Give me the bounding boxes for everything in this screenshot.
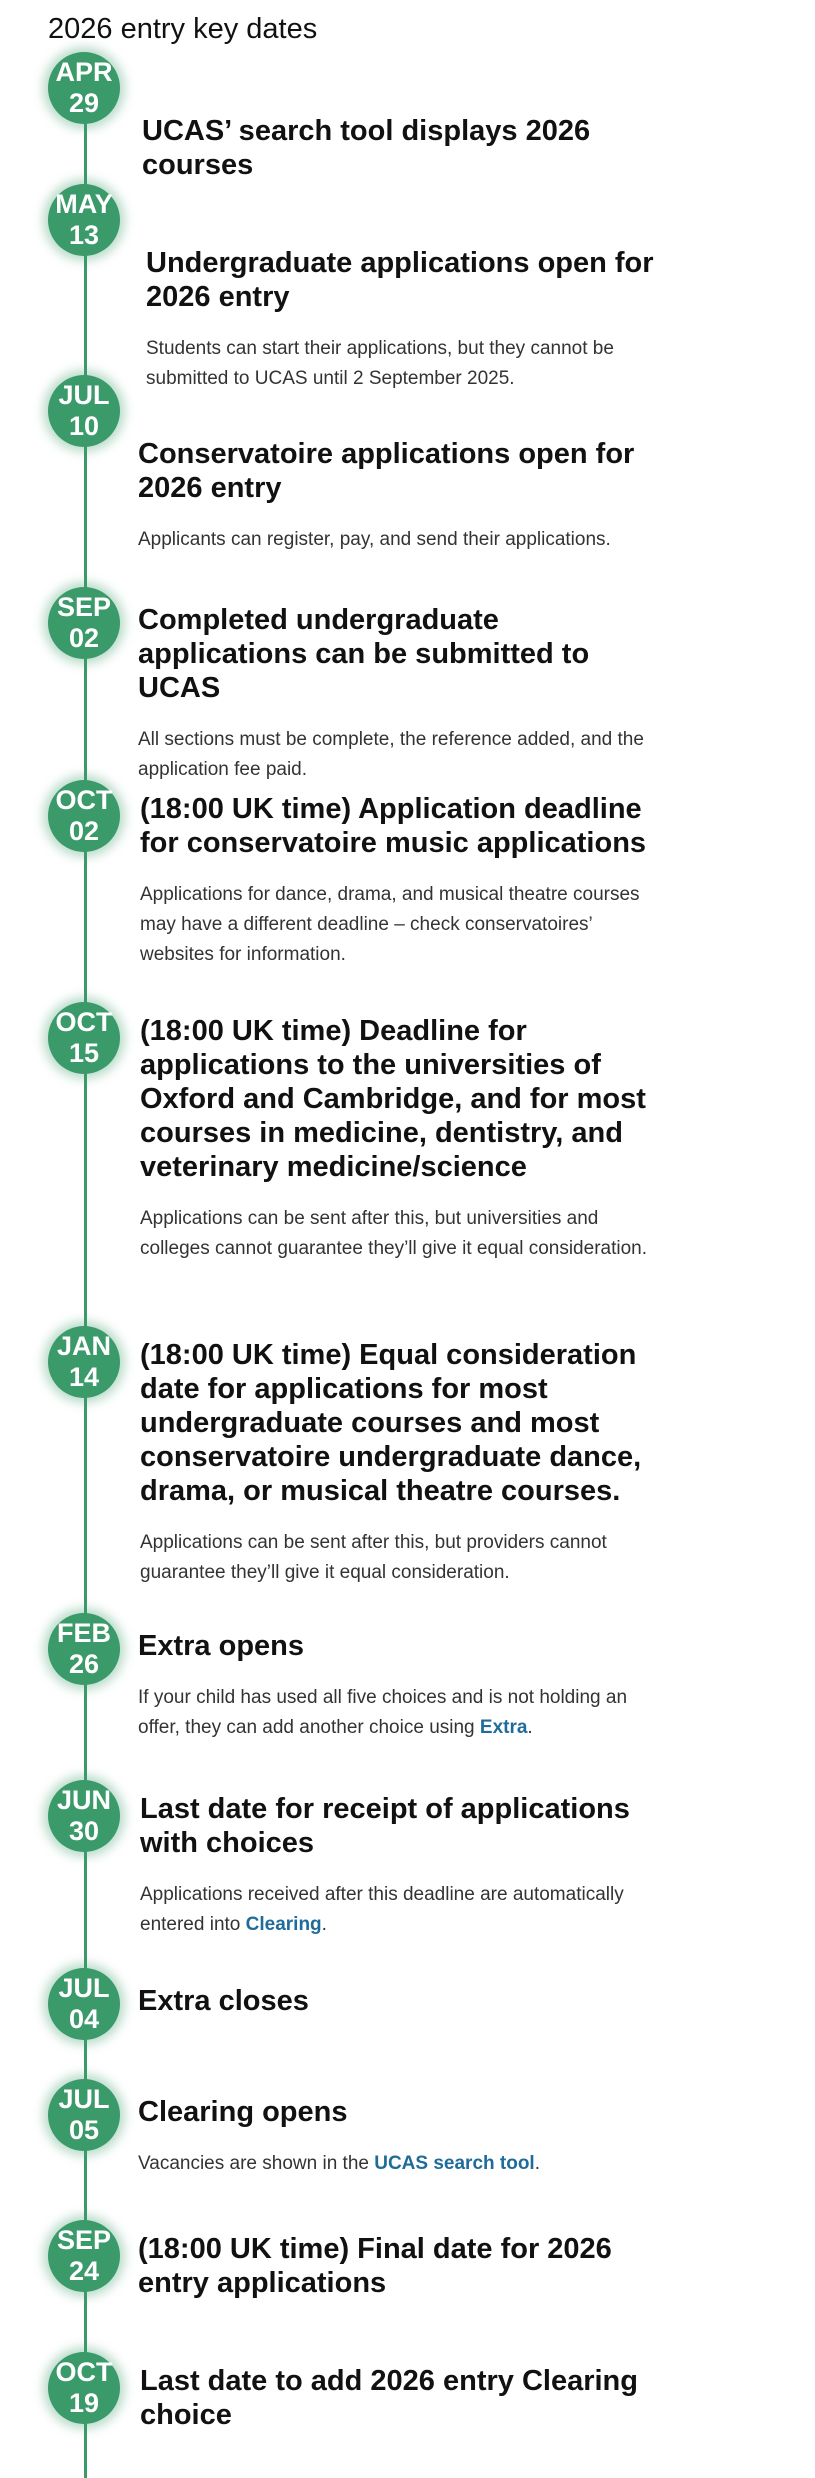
- date-month: OCT: [55, 2357, 113, 2387]
- entry-description: Applications can be sent after this, but providers cannot guarantee they’ll give it equal consideration.: [140, 1532, 607, 1583]
- entry-description-end: .: [534, 2153, 540, 2174]
- entry-content: [140, 792, 670, 970]
- date-badge: [48, 1780, 120, 1852]
- entry-title: Last date for receipt of applications with choices: [140, 1793, 630, 1859]
- clearing-link[interactable]: Clearing: [245, 1914, 322, 1935]
- entry-title: (18:00 UK time) Deadline for applications to the universities of Oxford and Cambridge, and for most courses in medicine, dentistry, and veterinary medicine/science: [140, 1015, 646, 1183]
- entry-description: [140, 1880, 670, 1940]
- date-badge: [48, 52, 120, 124]
- date-day: 13: [68, 220, 100, 250]
- date-badge: [48, 1002, 120, 1074]
- entry-description: Applicants can register, pay, and send their applications.: [138, 529, 611, 550]
- entry-description: Applications for dance, drama, and musical theatre courses may have a different deadline – check conservatoires’ websites for information.: [140, 884, 640, 965]
- date-day: 04: [68, 2004, 100, 2034]
- entry-content: [140, 1338, 670, 1588]
- date-month: MAY: [55, 189, 113, 219]
- entry-content: [146, 246, 676, 394]
- entry-description: [138, 1683, 668, 1743]
- date-day: 30: [68, 1816, 100, 1846]
- entry-description-text: Vacancies are shown in the: [138, 2153, 375, 2174]
- entry-title: UCAS’ search tool displays 2026 courses: [142, 115, 591, 181]
- ucas-search-tool-link[interactable]: UCAS search tool: [374, 2153, 535, 2174]
- date-month: SEP: [56, 2225, 112, 2255]
- date-day: 02: [68, 623, 100, 653]
- entry-description-end: .: [527, 1717, 533, 1738]
- entry-description: Applications can be sent after this, but universities and colleges cannot guarantee they’ll give it equal consideration.: [140, 1208, 647, 1259]
- extra-link[interactable]: Extra: [479, 1717, 528, 1738]
- date-badge: [48, 1326, 120, 1398]
- entry-title: Undergraduate applications open for 2026 entry: [146, 247, 654, 313]
- date-month: FEB: [57, 1618, 111, 1648]
- entry-description: Students can start their applications, but they cannot be submitted to UCAS until 2 September 2025.: [146, 338, 614, 389]
- entry-content: [138, 2095, 668, 2179]
- date-month: SEP: [56, 592, 112, 622]
- entry-content: [140, 2364, 670, 2432]
- date-badge: [48, 375, 120, 447]
- entry-title: (18:00 UK time) Application deadline for conservatoire music applications: [140, 793, 647, 859]
- date-month: JUN: [56, 1785, 111, 1815]
- date-badge: [48, 2220, 120, 2292]
- date-day: 26: [68, 1649, 100, 1679]
- date-month: APR: [55, 57, 113, 87]
- date-badge: [48, 1968, 120, 2040]
- entry-content: [140, 1792, 670, 1940]
- entry-content: [138, 1984, 668, 2018]
- entry-title: Last date to add 2026 entry Clearing choice: [140, 2365, 638, 2431]
- entry-title: Conservatoire applications open for 2026 entry: [138, 438, 635, 504]
- entry-description-text: If your child has used all five choices and is not holding an offer, they can add another choice using: [138, 1687, 628, 1738]
- date-badge: [48, 2079, 120, 2151]
- date-day: 19: [68, 2388, 100, 2418]
- date-day: 29: [68, 88, 100, 118]
- entry-description-text: Applications received after this deadline are automatically entered into: [140, 1884, 624, 1935]
- date-badge: [48, 587, 120, 659]
- page-title: 2026 entry key dates: [48, 13, 318, 45]
- entry-content: [138, 603, 668, 785]
- date-month: OCT: [55, 785, 113, 815]
- date-badge: [48, 780, 120, 852]
- date-badge: [48, 2352, 120, 2424]
- entry-description: All sections must be complete, the reference added, and the application fee paid.: [138, 729, 644, 780]
- entry-description: [138, 2149, 668, 2179]
- date-month: JUL: [58, 2084, 110, 2114]
- date-day: 15: [68, 1038, 100, 1068]
- date-month: JUL: [58, 380, 110, 410]
- date-month: JAN: [56, 1331, 111, 1361]
- date-day: 05: [68, 2115, 100, 2145]
- entry-description-end: .: [321, 1914, 327, 1935]
- entry-title: Completed undergraduate applications can be submitted to UCAS: [138, 604, 590, 704]
- date-month: JUL: [58, 1973, 110, 2003]
- date-day: 02: [68, 816, 100, 846]
- entry-content: [142, 114, 672, 182]
- entry-title: Clearing opens: [138, 2096, 348, 2128]
- date-badge: [48, 184, 120, 256]
- date-badge: [48, 1613, 120, 1685]
- date-day: 14: [68, 1362, 100, 1392]
- entry-content: [138, 437, 668, 555]
- entry-title: Extra closes: [138, 1985, 309, 2017]
- entry-title: (18:00 UK time) Equal consideration date for applications for most undergraduate courses and most conservatoire undergraduate dance, drama, or musical theatre courses.: [140, 1339, 642, 1507]
- entry-content: [140, 1014, 670, 1264]
- entry-content: [138, 1629, 668, 1743]
- date-day: 10: [68, 411, 100, 441]
- date-month: OCT: [55, 1007, 113, 1037]
- entry-content: [138, 2232, 668, 2300]
- entry-title: (18:00 UK time) Final date for 2026 entry applications: [138, 2233, 612, 2299]
- date-day: 24: [68, 2256, 100, 2286]
- entry-title: Extra opens: [138, 1630, 304, 1662]
